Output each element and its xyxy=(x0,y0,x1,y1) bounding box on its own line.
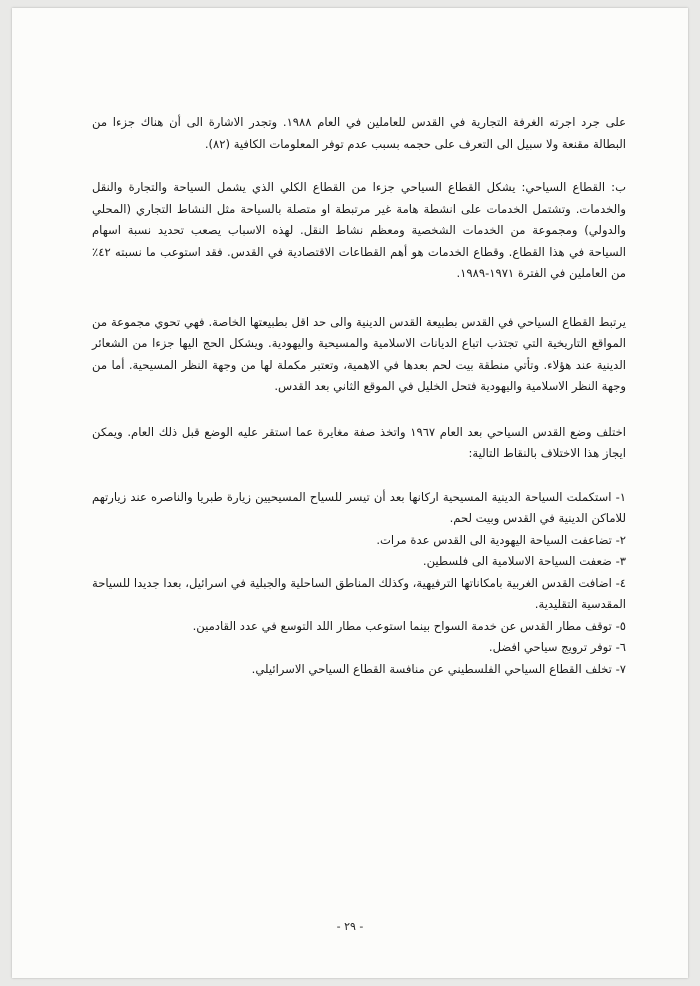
list-item: ٣- ضعفت السياحة الاسلامية الى فلسطين. xyxy=(422,554,626,568)
differences-list xyxy=(92,487,626,681)
page-number: - ٢٩ - xyxy=(336,920,364,933)
list-item: ٦- توفر ترويج سياحي افضل. xyxy=(488,640,626,654)
document-body xyxy=(92,112,626,680)
list-item: ١- استكملت السياحة الدينية المسيحية اركانها بعد أن تيسر للسياح المسيحيين زيارة طبريا والناصره عند زيارتهم للاماكن الدينية في القدس وبيت لحم. xyxy=(92,489,626,525)
paragraph-post-1967: اختلف وضع القدس السياحي بعد العام ١٩٦٧ واتخذ صفة مغايرة عما استقر عليه الوضع قبل ذلك العام. ويمكن ايجاز هذا الاختلاف بالنقاط التالية: xyxy=(92,424,626,460)
document-page xyxy=(12,8,688,978)
list-item: ٢- تضاعفت السياحة اليهودية الى القدس عدة مرات. xyxy=(376,532,626,547)
list-item: ٥- توقف مطار القدس عن خدمة السواح بينما استوعب مطار اللد التوسع في عدد القادمين. xyxy=(192,618,626,633)
list-item: ٤- اضافت القدس الغربية بامكاناتها الترفيهية، وكذلك المناطق الساحلية والجبلية في اسرائيل، بعدا جديدا للسياحة المقدسية التقليدية. xyxy=(92,575,626,611)
paragraph-tourism-sector: ب: القطاع السياحي: يشكل القطاع السياحي جزءا من القطاع الكلي الذي يشمل السياحة والتجارة والنقل والخدمات. وتشتمل الخدمات على انشطة هامة غير مرتبطة او متصلة بالسياحة مثل النشاط التجاري (المحلي والدولي) ومجموعة من الخدمات الشخصية ومعظم نشاط النقل. لهذه الاسباب يصعب تحديد نسبة اسهام السياحة في هذا القطاع. وقطاع الخدمات هو أهم القطاعات الاقتصادية في القدس. فقد استوعب ما نسبته ٤٢٪ من العاملين في الفترة ١٩٧١-١٩٨٩. xyxy=(92,180,626,280)
paragraph-religious-tourism: يرتبط القطاع السياحي في القدس بطبيعة القدس الدينية والى حد اقل بطبيعتها الخاصة. فهي تحوي مجموعة من المواقع التاريخية التي تجتذب اتباع الديانات الاسلامية والمسيحية واليهودية. ويشكل الحج اليها جزءا من الشعائر الدينية عند هؤلاء. وتأتي منطقة بيت لحم بعدها في الاهمية، وتعتبر مكملة لها من وجهة النظر المسيحية. أما من وجهة النظر الاسلامية واليهودية فتحل الخليل في الموقع الثاني بعد القدس. xyxy=(92,314,626,393)
list-item: ٧- تخلف القطاع السياحي الفلسطيني عن منافسة القطاع السياحي الاسرائيلي. xyxy=(251,661,626,676)
paragraph-labor-survey: على جرد اجرته الغرفة التجارية في القدس للعاملين في العام ١٩٨٨. وتجدر الاشارة الى أن هناك جزءا من البطالة مقنعة ولا سبيل الى التعرف على حجمه بسبب عدم توفر المعلومات الكافية (٨٢). xyxy=(92,115,627,151)
